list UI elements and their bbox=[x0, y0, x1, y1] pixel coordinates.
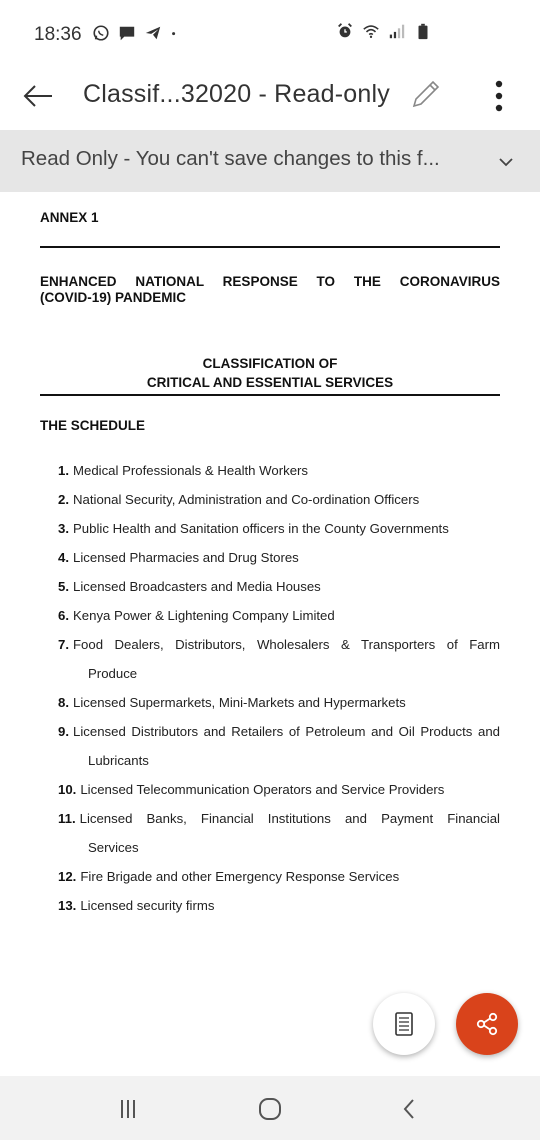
list-item: 11. Licensed Banks, Financial Institutions and Payment Financial Services bbox=[58, 811, 500, 855]
telegram-icon bbox=[144, 24, 162, 42]
dot-icon bbox=[170, 24, 182, 42]
wifi-icon bbox=[362, 22, 380, 40]
pencil-icon[interactable] bbox=[408, 76, 444, 112]
whatsapp-icon bbox=[92, 24, 110, 42]
signal-icon bbox=[388, 22, 406, 40]
share-button[interactable] bbox=[456, 993, 518, 1055]
list-item: 10. Licensed Telecommunication Operators and Service Providers bbox=[58, 782, 445, 797]
status-right-icons bbox=[336, 22, 432, 40]
share-icon bbox=[473, 1010, 501, 1038]
document-heading-line1: ENHANCED NATIONAL RESPONSE TO THE CORONAVIRUS bbox=[40, 274, 500, 289]
document-list-icon bbox=[390, 1010, 418, 1038]
document-heading-line2: (COVID-19) PANDEMIC bbox=[40, 290, 187, 305]
document-view-button[interactable] bbox=[373, 993, 435, 1055]
list-item: 13. Licensed security firms bbox=[58, 898, 215, 913]
list-item: 5. Licensed Broadcasters and Media Houses bbox=[58, 579, 321, 594]
status-time: 18:36 bbox=[34, 24, 82, 45]
list-item: 12. Fire Brigade and other Emergency Response Services bbox=[58, 869, 400, 884]
classification-heading-line2: CRITICAL AND ESSENTIAL SERVICES bbox=[146, 375, 394, 390]
document-title: Classif...32020 - Read-only bbox=[83, 80, 390, 108]
list-item: 2. National Security, Administration and Co-ordination Officers bbox=[58, 492, 420, 507]
back-arrow-icon[interactable] bbox=[20, 78, 56, 114]
list-item: 3. Public Health and Sanitation officers in the County Governments bbox=[58, 521, 449, 536]
read-only-message: Read Only - You can't save changes to this f... bbox=[21, 147, 440, 170]
battery-icon bbox=[414, 22, 432, 40]
list-item: 7. Food Dealers, Distributors, Wholesalers & Transporters of Farm Produce bbox=[58, 637, 500, 681]
schedule-title: THE SCHEDULE bbox=[40, 418, 146, 433]
list-item: 4. Licensed Pharmacies and Drug Stores bbox=[58, 550, 299, 565]
list-item: 9. Licensed Distributors and Retailers of Petroleum and Oil Products and Lubricants bbox=[58, 724, 500, 768]
divider bbox=[40, 246, 500, 248]
classification-heading-line1: CLASSIFICATION OF bbox=[202, 356, 338, 371]
status-left-icons bbox=[92, 24, 182, 42]
app-bar bbox=[0, 68, 540, 130]
annex-label: ANNEX 1 bbox=[40, 210, 99, 225]
list-item: 6. Kenya Power & Lightening Company Limited bbox=[58, 608, 335, 623]
navigation-bar bbox=[0, 1076, 540, 1140]
status-bar bbox=[0, 0, 540, 68]
read-only-banner[interactable] bbox=[0, 130, 540, 192]
schedule-list bbox=[58, 456, 500, 920]
recent-apps-icon[interactable] bbox=[113, 1096, 143, 1122]
list-item: 8. Licensed Supermarkets, Mini-Markets and Hypermarkets bbox=[58, 695, 406, 710]
divider bbox=[40, 394, 500, 396]
back-icon[interactable] bbox=[395, 1096, 425, 1122]
chevron-down-icon[interactable] bbox=[496, 152, 516, 172]
home-icon[interactable] bbox=[255, 1096, 285, 1122]
list-item: 1. Medical Professionals & Health Workers bbox=[58, 463, 309, 478]
more-vertical-icon[interactable] bbox=[484, 76, 514, 116]
alarm-icon bbox=[336, 22, 354, 40]
message-icon bbox=[118, 24, 136, 42]
